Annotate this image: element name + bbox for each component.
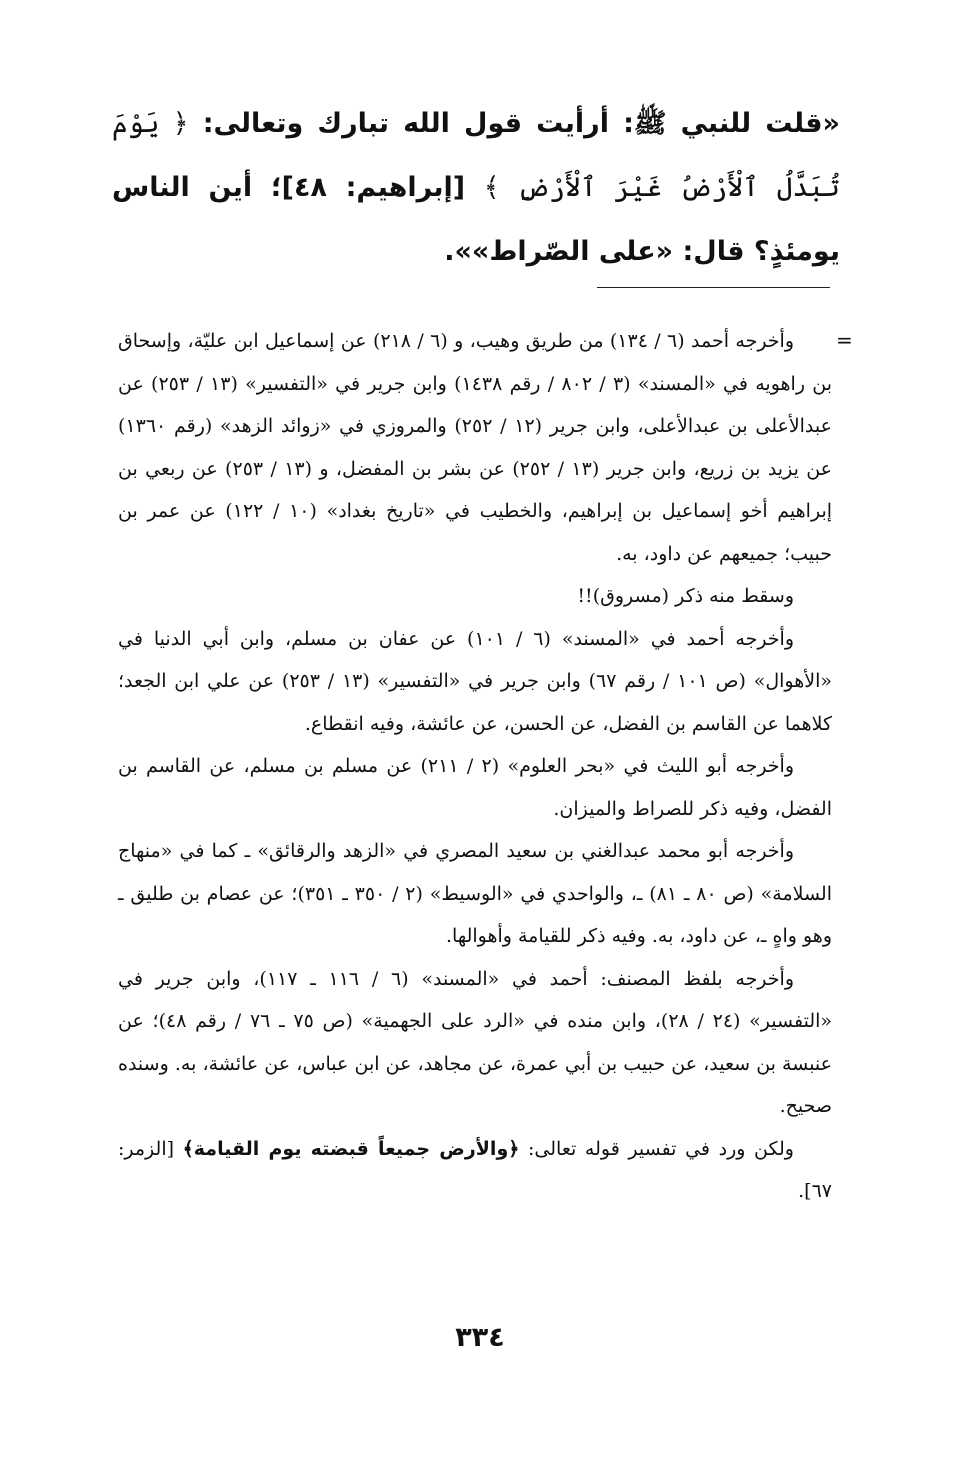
footnote-paragraph: وسقط منه ذكر (مسروق)!! — [577, 585, 794, 607]
footnote-paragraph: وأخرجه أبو الليث في «بحر العلوم» (٢ / ٢١١) عن مسلم بن مسلم، عن القاسم بن الفضل، وفيه ذكر للصراط والميزان. — [118, 755, 832, 820]
footnote-paragraph: وأخرجه أبو محمد عبدالغني بن سعيد المصري في «الزهد والرقائق» ـ كما في «منهاج السلامة» (ص ٨٠ ـ ٨١) ـ، والواحدي في «الوسيط» (٢ / ٣٥٠ ـ ٣٥١)؛ عن عصام بن طليق ـ وهو واهٍ ـ، عن داود، به. وفيه ذكر للقيامة وأهوالها. — [118, 840, 832, 947]
hadith-trail: [إبراهيم: ٤٨]؛ أين الناس يومئذٍ؟ قال: «على الصّراط»». — [112, 172, 840, 267]
footnote-paragraph-last — [118, 1128, 832, 1213]
footnote-trail: [الزمر: ٦٧]. — [118, 1137, 832, 1202]
quran-verse: ﴿ يَوْمَ تُبَدَّلُ ٱلْأَرْضُ غَيْرَ ٱلْأَرْضِ ﴾ — [112, 108, 840, 203]
footnote-continuation-mark: = — [836, 328, 853, 352]
footnote-separator — [597, 287, 830, 288]
footnote-paragraph: وأخرجه بلفظ المصنف: أحمد في «المسند» (٦ / ١١٦ ـ ١١٧)، وابن جرير في «التفسير» (٢٤ / ٢٨)، وابن منده في «الرد على الجهمية» (ص ٧٥ ـ ٧٦ / رقم ٤٨)؛ عن عنبسة بن سعيد، عن حبيب بن أبي عمرة، عن مجاهد، عن ابن عباس، عن عائشة، به. وسنده صحيح. — [118, 967, 833, 1117]
footnote-paragraph: وأخرجه أحمد (٦ / ١٣٤) من طريق وهيب، و (٦ / ٢١٨) عن إسماعيل ابن عليّة، وإسحاق بن راهويه في «المسند» (٣ / ٨٠٢ / رقم ١٤٣٨) وابن جرير في «التفسير» (١٣ / ٢٥٣) عن عبدالأعلى بن عبدالأعلى، وابن جرير (١٢ / ٢٥٢) والمروزي في «زوائد الزهد» (رقم ١٣٦٠) عن يزيد بن زريع، وابن جرير (١٣ / ٢٥٢) عن بشر بن المفضل، و (١٣ / ٢٥٣) عن ربعي بن إبراهيم أخو إسماعيل بن إبراهيم، والخطيب في «تاريخ بغداد» (١٠ / ١٢٢) عن عمر بن حبيب؛ جميعهم عن داود، به. — [118, 330, 833, 565]
page-number: ٣٣٤ — [455, 1322, 505, 1353]
footnote-lead: ولكن ورد في تفسير قوله تعالى: — [519, 1137, 794, 1160]
quran-citation: ﴿والأرض جميعاً قبضته يوم القيامة﴾ — [182, 1137, 520, 1160]
footnotes — [118, 320, 832, 1213]
main-text — [112, 92, 840, 284]
hadith-lead: «قلت للنبي ﷺ: أرأيت قول الله تبارك وتعالى: — [188, 108, 840, 139]
footnote-paragraph: وأخرجه أحمد في «المسند» (٦ / ١٠١) عن عفان بن مسلم، وابن أبي الدنيا في «الأهوال» (ص ١٠١ / رقم ٦٧) وابن جرير في «التفسير» (١٣ / ٢٥٣) عن علي ابن الجعد؛ كلاهما عن القاسم بن الفضل، عن الحسن، عن عائشة، وفيه انقطاع. — [118, 627, 832, 735]
hadith-paragraph — [112, 92, 840, 284]
